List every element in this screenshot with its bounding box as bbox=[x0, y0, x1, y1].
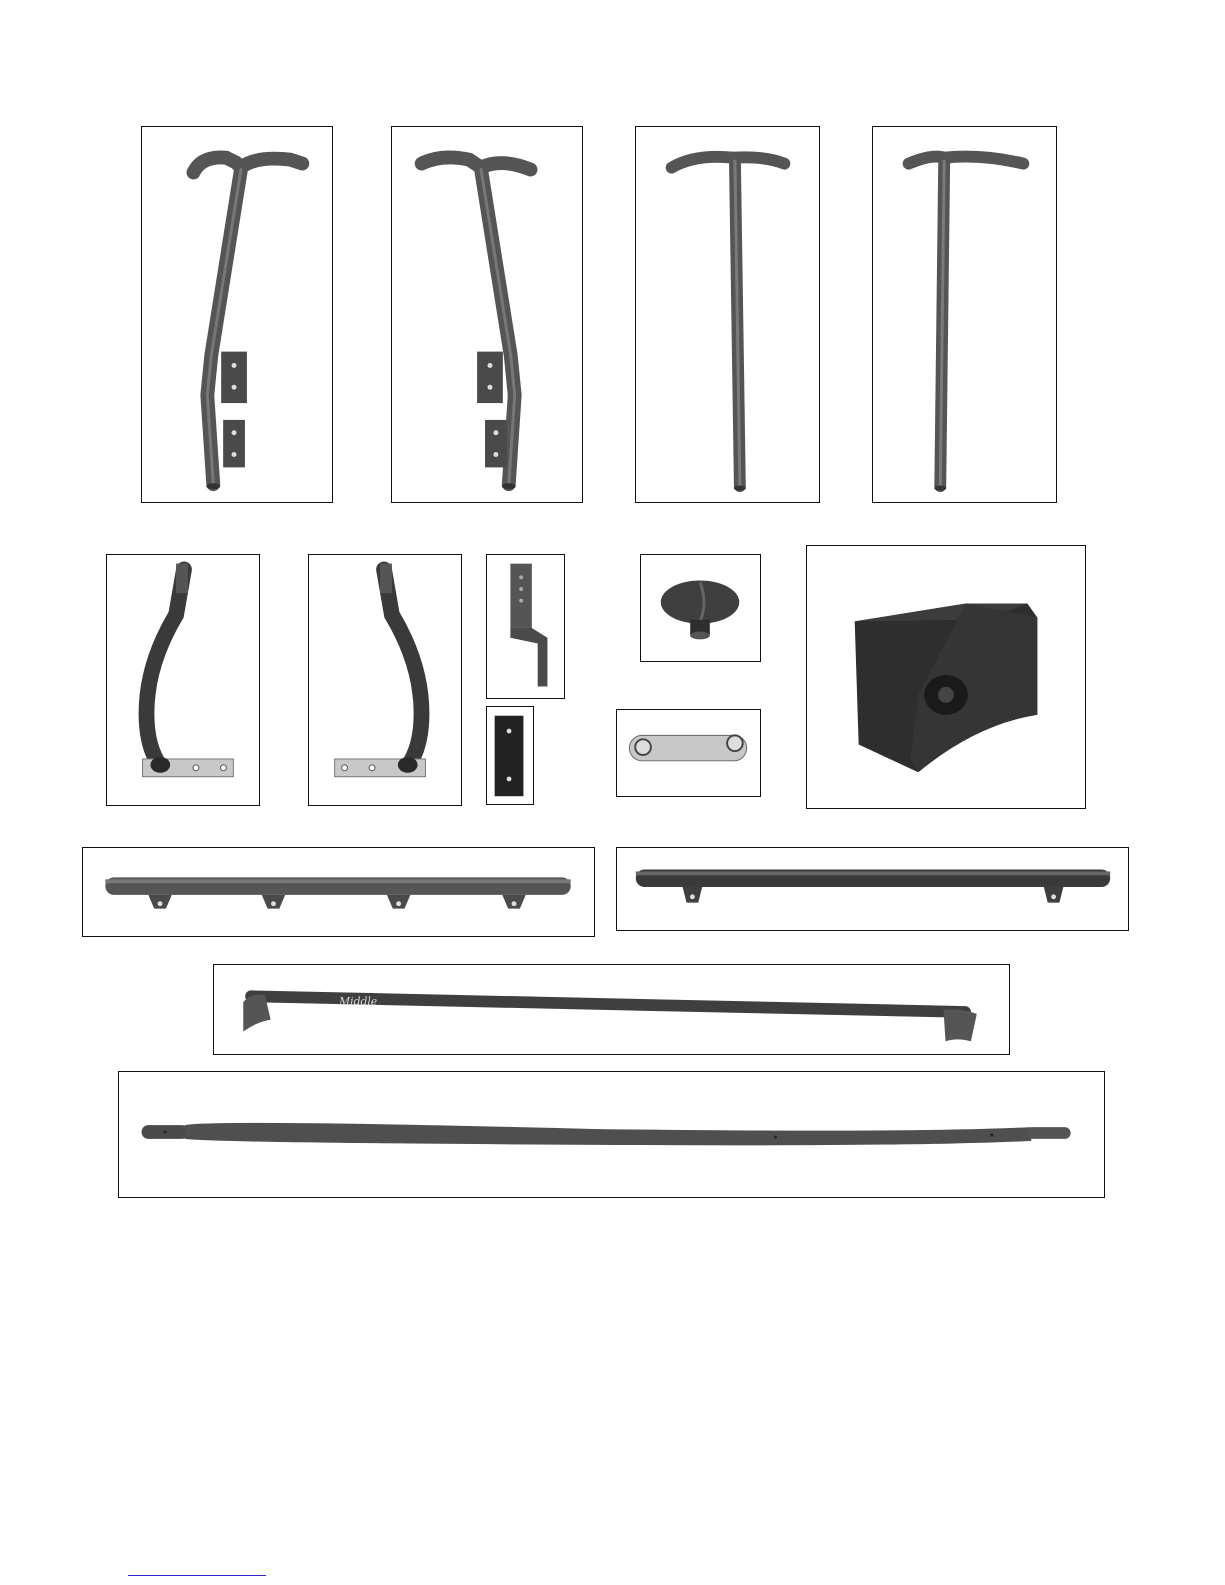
knob-icon bbox=[641, 555, 760, 661]
part-long-tube bbox=[118, 1071, 1105, 1198]
handle-tube-icon bbox=[142, 127, 332, 502]
tube-icon bbox=[617, 848, 1128, 930]
foam-block-icon bbox=[807, 546, 1085, 808]
middle-label: Middle bbox=[339, 995, 378, 1009]
clamp-plate-icon bbox=[617, 710, 760, 796]
t-handle-icon bbox=[636, 127, 819, 502]
part-straight-t-handle-b bbox=[872, 126, 1057, 503]
part-right-curved-leg bbox=[308, 554, 462, 806]
part-tube-two-tabs bbox=[616, 847, 1129, 931]
curved-leg-icon bbox=[107, 555, 259, 805]
part-foam-block bbox=[806, 545, 1086, 809]
bracket-icon bbox=[487, 555, 564, 698]
part-knob bbox=[640, 554, 761, 662]
handle-tube-icon bbox=[392, 127, 582, 502]
part-left-handle-with-brackets bbox=[141, 126, 333, 503]
part-left-curved-leg bbox=[106, 554, 260, 806]
t-handle-icon bbox=[873, 127, 1056, 502]
curved-leg-icon bbox=[309, 555, 461, 805]
plate-icon bbox=[487, 707, 533, 804]
footer-link-underline bbox=[128, 1575, 266, 1576]
part-middle-bar bbox=[213, 964, 1010, 1055]
part-tube-bracket bbox=[486, 554, 565, 699]
part-tube-four-tabs bbox=[82, 847, 595, 937]
part-right-handle-with-brackets bbox=[391, 126, 583, 503]
tube-icon bbox=[119, 1072, 1104, 1197]
part-straight-t-handle-a bbox=[635, 126, 820, 503]
part-clamp-plate bbox=[616, 709, 761, 797]
bar-icon bbox=[214, 965, 1009, 1054]
tube-icon bbox=[83, 848, 594, 936]
part-flat-plate bbox=[486, 706, 534, 805]
